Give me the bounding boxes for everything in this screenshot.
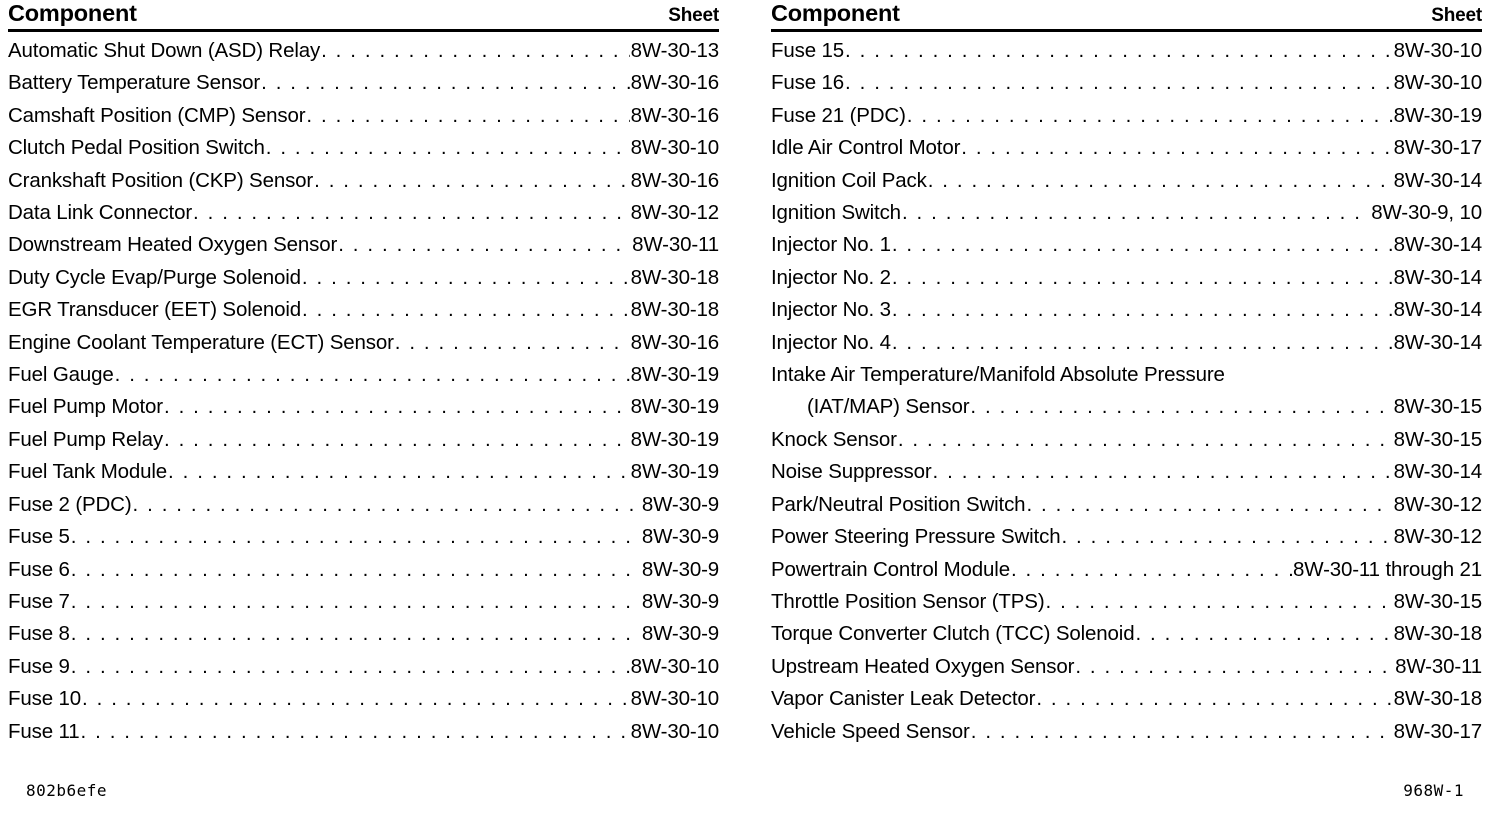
entry-sheet-reference: 8W-30-18 xyxy=(1393,622,1482,646)
index-entry xyxy=(771,262,1482,294)
entry-sheet-reference: 8W-30-19 xyxy=(630,460,719,484)
index-entry xyxy=(8,165,719,197)
index-entry xyxy=(8,586,719,618)
entry-dot-leader xyxy=(71,618,641,650)
entry-component-name: Fuse 10 xyxy=(8,687,82,711)
entry-dot-leader xyxy=(961,132,1392,164)
entry-component-name: Intake Air Temperature/Manifold Absolute Pressure xyxy=(771,363,1225,387)
entry-component-name: Vehicle Speed Sensor xyxy=(771,719,970,743)
entry-dot-leader xyxy=(395,327,630,359)
entry-dot-leader xyxy=(845,35,1393,67)
index-entry xyxy=(771,197,1482,229)
entry-component-name: Downstream Heated Oxygen Sensor xyxy=(8,233,338,257)
entry-sheet-reference: 8W-30-14 xyxy=(1393,330,1482,354)
entry-sheet-reference: 8W-30-14 xyxy=(1393,168,1482,192)
entry-dot-leader xyxy=(133,489,641,521)
right-column-header xyxy=(771,0,1482,29)
entry-dot-leader xyxy=(1011,554,1292,586)
index-entry xyxy=(771,716,1482,748)
index-entry xyxy=(771,35,1482,67)
entry-component-name: Torque Converter Clutch (TCC) Solenoid xyxy=(771,622,1135,646)
entry-component-name: Knock Sensor xyxy=(771,427,897,451)
index-entry xyxy=(771,554,1482,586)
left-column-entries xyxy=(8,35,719,748)
entry-sheet-reference: 8W-30-10 xyxy=(630,136,719,160)
entry-dot-leader xyxy=(1135,618,1392,650)
entry-component-name: Powertrain Control Module xyxy=(771,557,1010,581)
entry-sheet-reference: 8W-30-15 xyxy=(1393,589,1482,613)
entry-dot-leader xyxy=(193,197,630,229)
entry-dot-leader xyxy=(338,229,631,261)
entry-dot-leader xyxy=(82,683,630,715)
entry-sheet-reference: 8W-30-10 xyxy=(630,719,719,743)
entry-sheet-reference: 8W-30-10 xyxy=(630,687,719,711)
entry-dot-leader xyxy=(164,424,630,456)
entry-dot-leader xyxy=(928,165,1393,197)
entry-component-name: Battery Temperature Sensor xyxy=(8,71,261,95)
entry-sheet-reference: 8W-30-13 xyxy=(630,39,719,62)
entry-dot-leader xyxy=(302,262,630,294)
index-entry xyxy=(771,489,1482,521)
entry-sheet-reference: 8W-30-9 xyxy=(641,492,719,516)
entry-sheet-reference: 8W-30-18 xyxy=(630,265,719,289)
entry-dot-leader xyxy=(1061,521,1392,553)
index-entry xyxy=(771,327,1482,359)
entry-dot-leader xyxy=(261,67,629,99)
entry-component-name: Fuse 9 xyxy=(8,654,70,678)
entry-component-name: Clutch Pedal Position Switch xyxy=(8,136,265,160)
entry-component-name: Idle Air Control Motor xyxy=(771,136,961,160)
entry-dot-leader xyxy=(115,359,630,391)
entry-sheet-reference: 8W-30-10 xyxy=(1393,71,1482,95)
column-header-sheet: Sheet xyxy=(1431,5,1482,26)
entry-component-name: Fuse 21 (PDC) xyxy=(771,103,906,127)
right-footer-code: 968W-1 xyxy=(1403,781,1464,800)
entry-component-name: Data Link Connector xyxy=(8,201,193,225)
index-entry xyxy=(8,456,719,488)
entry-component-name: Power Steering Pressure Switch xyxy=(771,525,1061,549)
entry-sheet-reference: 8W-30-14 xyxy=(1393,265,1482,289)
entry-dot-leader xyxy=(1046,586,1393,618)
index-entry xyxy=(8,294,719,326)
entry-component-name: Injector No. 3 xyxy=(771,298,891,322)
entry-dot-leader xyxy=(971,716,1393,748)
entry-component-name: Camshaft Position (CMP) Sensor xyxy=(8,103,306,127)
entry-component-name: Injector No. 2 xyxy=(771,265,891,289)
entry-sheet-reference: 8W-30-16 xyxy=(630,168,719,192)
entry-component-name: Engine Coolant Temperature (ECT) Sensor xyxy=(8,330,394,354)
entry-dot-leader xyxy=(907,100,1393,132)
entry-component-name: Fuel Pump Motor xyxy=(8,395,163,419)
left-footer-code: 802b6efe xyxy=(26,781,108,800)
entry-sheet-reference: 8W-30-9 xyxy=(641,557,719,581)
left-column-header xyxy=(8,0,719,29)
index-entry xyxy=(771,294,1482,326)
entry-component-name: Ignition Switch xyxy=(771,201,901,225)
index-entry xyxy=(8,489,719,521)
entry-sheet-reference: 8W-30-19 xyxy=(630,363,719,387)
entry-component-name: Fuse 16 xyxy=(771,71,845,95)
entry-sheet-reference: 8W-30-19 xyxy=(630,427,719,451)
entry-sheet-reference: 8W-30-15 xyxy=(1393,395,1482,419)
entry-component-name: Fuse 2 (PDC) xyxy=(8,492,132,516)
entry-dot-leader xyxy=(266,132,630,164)
index-entry xyxy=(8,359,719,391)
entry-component-name: Fuse 11 xyxy=(8,719,80,743)
entry-sheet-reference: 8W-30-10 xyxy=(1393,39,1482,62)
entry-component-name: Vapor Canister Leak Detector xyxy=(771,687,1036,711)
index-entry xyxy=(771,132,1482,164)
entry-sheet-reference: 8W-30-11 xyxy=(632,233,719,257)
index-entry xyxy=(771,683,1482,715)
entry-sheet-reference: 8W-30-16 xyxy=(630,330,719,354)
entry-dot-leader xyxy=(302,294,630,326)
entry-dot-leader xyxy=(892,262,1393,294)
entry-sheet-reference: 8W-30-11 xyxy=(1395,654,1482,678)
index-entry xyxy=(771,424,1482,456)
right-column xyxy=(771,0,1482,814)
entry-dot-leader xyxy=(168,456,630,488)
entry-dot-leader xyxy=(933,456,1393,488)
entry-dot-leader xyxy=(1075,651,1394,683)
entry-dot-leader xyxy=(71,521,641,553)
index-entry xyxy=(8,521,719,553)
entry-dot-leader xyxy=(898,424,1393,456)
entry-sheet-reference: 8W-30-9 xyxy=(641,622,719,646)
entry-component-name: Fuel Pump Relay xyxy=(8,427,163,451)
entry-sheet-reference: 8W-30-19 xyxy=(1393,103,1482,127)
entry-sheet-reference: 8W-30-15 xyxy=(1393,427,1482,451)
index-entry xyxy=(771,165,1482,197)
entry-sheet-reference: 8W-30-9, 10 xyxy=(1371,201,1482,225)
index-entry xyxy=(771,67,1482,99)
entry-sheet-reference: 8W-30-18 xyxy=(1393,687,1482,711)
entry-component-name: Fuse 6 xyxy=(8,557,70,581)
entry-sheet-reference: 8W-30-17 xyxy=(1393,719,1482,743)
index-entry xyxy=(8,100,719,132)
entry-component-name: Park/Neutral Position Switch xyxy=(771,492,1026,516)
entry-component-name: Injector No. 4 xyxy=(771,330,891,354)
entry-dot-leader xyxy=(71,586,641,618)
column-header-component: Component xyxy=(8,0,137,26)
index-entry xyxy=(8,651,719,683)
entry-dot-leader xyxy=(164,391,630,423)
left-column xyxy=(8,0,719,814)
entry-component-name: Duty Cycle Evap/Purge Solenoid xyxy=(8,265,301,289)
entry-sheet-reference: 8W-30-16 xyxy=(630,71,719,95)
entry-component-name: Fuse 5 xyxy=(8,525,70,549)
entry-dot-leader xyxy=(845,67,1393,99)
entry-dot-leader xyxy=(892,327,1393,359)
entry-sheet-reference: 8W-30-12 xyxy=(630,201,719,225)
index-entry xyxy=(771,456,1482,488)
index-entry xyxy=(771,391,1482,423)
index-entry xyxy=(8,618,719,650)
index-entry xyxy=(8,327,719,359)
column-header-component: Component xyxy=(771,0,900,26)
entry-component-name: Injector No. 1 xyxy=(771,233,891,257)
entry-component-name: Fuse 15 xyxy=(771,39,845,62)
entry-sheet-reference: 8W-30-14 xyxy=(1393,460,1482,484)
entry-sheet-reference: 8W-30-12 xyxy=(1393,492,1482,516)
entry-sheet-reference: 8W-30-16 xyxy=(630,103,719,127)
index-entry xyxy=(771,586,1482,618)
index-entry xyxy=(8,67,719,99)
entry-dot-leader xyxy=(71,554,641,586)
entry-component-name: EGR Transducer (EET) Solenoid xyxy=(8,298,302,322)
index-entry xyxy=(8,35,719,67)
index-entry xyxy=(771,359,1482,391)
index-entry xyxy=(8,554,719,586)
entry-sheet-reference: 8W-30-9 xyxy=(641,525,719,549)
entry-dot-leader xyxy=(321,35,629,67)
index-entry xyxy=(8,229,719,261)
entry-sheet-reference: 8W-30-12 xyxy=(1393,525,1482,549)
index-entry xyxy=(771,651,1482,683)
entry-sheet-reference: 8W-30-17 xyxy=(1393,136,1482,160)
index-entry xyxy=(8,262,719,294)
entry-dot-leader xyxy=(970,391,1392,423)
entry-dot-leader xyxy=(892,229,1393,261)
entry-sheet-reference: 8W-30-10 xyxy=(630,654,719,678)
index-entry xyxy=(8,132,719,164)
entry-dot-leader xyxy=(81,716,630,748)
entry-component-name: Upstream Heated Oxygen Sensor xyxy=(771,654,1075,678)
entry-component-name: Noise Suppressor xyxy=(771,460,932,484)
entry-dot-leader xyxy=(1026,489,1392,521)
entry-sheet-reference: 8W-30-14 xyxy=(1393,298,1482,322)
entry-component-name: Fuse 8 xyxy=(8,622,70,646)
entry-dot-leader xyxy=(902,197,1370,229)
index-entry xyxy=(771,618,1482,650)
right-column-entries xyxy=(771,35,1482,748)
entry-component-name: Ignition Coil Pack xyxy=(771,168,927,192)
index-entry xyxy=(8,197,719,229)
entry-component-name: Fuel Gauge xyxy=(8,363,114,387)
index-entry xyxy=(771,229,1482,261)
entry-component-name: (IAT/MAP) Sensor xyxy=(807,395,970,419)
entry-sheet-reference: 8W-30-9 xyxy=(641,589,719,613)
entry-dot-leader xyxy=(1036,683,1392,715)
entry-sheet-reference: 8W-30-19 xyxy=(630,395,719,419)
entry-component-name: Fuel Tank Module xyxy=(8,460,168,484)
entry-dot-leader xyxy=(71,651,630,683)
index-entry xyxy=(8,716,719,748)
right-column-rule xyxy=(771,29,1482,32)
index-entry xyxy=(8,391,719,423)
entry-sheet-reference: 8W-30-11 through 21 xyxy=(1293,557,1482,581)
index-entry xyxy=(8,424,719,456)
entry-sheet-reference: 8W-30-14 xyxy=(1393,233,1482,257)
entry-component-name: Crankshaft Position (CKP) Sensor xyxy=(8,168,314,192)
entry-component-name: Automatic Shut Down (ASD) Relay xyxy=(8,39,321,62)
entry-dot-leader xyxy=(306,100,629,132)
index-entry xyxy=(8,683,719,715)
entry-dot-leader xyxy=(892,294,1393,326)
index-entry xyxy=(771,100,1482,132)
entry-component-name: Fuse 7 xyxy=(8,589,70,613)
entry-component-name: Throttle Position Sensor (TPS) xyxy=(771,589,1045,613)
column-header-sheet: Sheet xyxy=(668,5,719,26)
left-column-rule xyxy=(8,29,719,32)
index-entry xyxy=(771,521,1482,553)
entry-dot-leader xyxy=(314,165,629,197)
entry-sheet-reference: 8W-30-18 xyxy=(630,298,719,322)
